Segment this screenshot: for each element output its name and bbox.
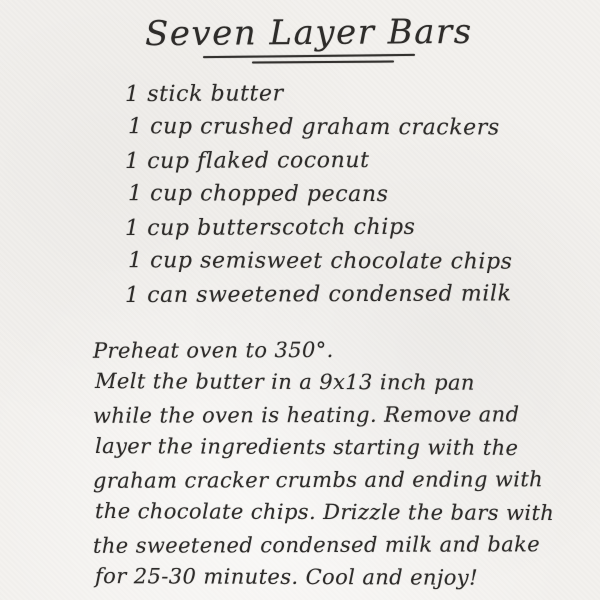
instruction-line: for 25-30 minutes. Cool and enjoy! (94, 564, 478, 590)
ingredient-line: 1 cup chopped pecans (127, 180, 389, 207)
ingredient-line: 1 can sweetened condensed milk (124, 281, 512, 309)
instruction-line: layer the ingredients starting with the (94, 434, 519, 460)
instructions-block (92, 334, 555, 594)
title-section (18, 0, 600, 63)
ingredient-line: 1 stick butter (124, 81, 284, 108)
instruction-line: graham cracker crumbs and ending with (92, 466, 544, 493)
title-underline-secondary (252, 61, 394, 64)
ingredient-line: 1 cup crushed graham crackers (127, 113, 500, 140)
instruction-line: the sweetened condensed milk and bake (92, 531, 541, 558)
title-underline (203, 54, 415, 58)
recipe-title: Seven Layer Bars (145, 11, 473, 55)
ingredient-line: 1 cup flaked coconut (124, 147, 370, 175)
instruction-line: while the oven is heating. Remove and (92, 401, 520, 428)
ingredients-list (124, 77, 600, 312)
instruction-line: Preheat oven to 350°. (92, 337, 334, 363)
ingredient-line: 1 cup butterscotch chips (124, 214, 416, 242)
instruction-line: the chocolate chips. Drizzle the bars with (94, 499, 555, 526)
ingredient-line: 1 cup semisweet chocolate chips (127, 247, 513, 275)
instruction-line: Melt the butter in a 9x13 inch pan (94, 369, 475, 395)
